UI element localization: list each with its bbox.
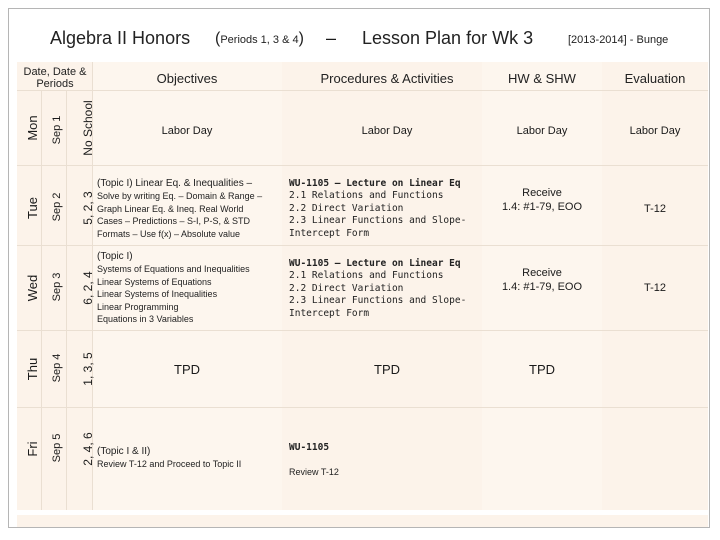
row-wed-evaluation: T-12	[643, 282, 666, 294]
row-divider	[17, 245, 708, 246]
row-wed-hw: Receive 1.4: #1-79, EOO	[501, 267, 583, 293]
row-divider	[17, 407, 708, 408]
header-date-periods: Date, Date & Periods	[23, 66, 87, 90]
row-fri-day: Fri	[25, 441, 40, 457]
row-mon-periods: No School	[81, 100, 95, 156]
row-tue-hw: Receive 1.4: #1-79, EOO	[501, 187, 583, 213]
lesson-plan-table	[17, 62, 708, 510]
row-thu-day: Thu	[25, 357, 40, 381]
header-evaluation: Evaluation	[624, 70, 686, 86]
row-wed-day: Wed	[25, 274, 40, 302]
row-tue-day: Tue	[25, 197, 40, 219]
row-mon-hw: Labor Day	[516, 125, 568, 137]
row-thu-objectives: TPD	[174, 361, 200, 377]
row-thu-hw: TPD	[529, 361, 555, 377]
row-mon-objectives: Labor Day	[161, 125, 213, 137]
course-title: Algebra II Honors	[50, 28, 191, 48]
column-divider	[66, 90, 67, 510]
row-thu-evaluation	[602, 361, 708, 377]
row-wed-periods: 6, 2, 4	[81, 271, 95, 305]
row-thu-periods: 1, 3, 5	[81, 352, 95, 386]
row-wed-procedures: WU-1105 – Lecture on Linear Eq 2.1 Relations and Functions 2.2 Direct Variation 2.3 Linear Functions and Slope- Intercept Form	[289, 258, 467, 319]
row-tue-evaluation: T-12	[643, 203, 666, 215]
row-wed-date: Sep 3	[51, 272, 63, 302]
row-fri-hw	[482, 452, 602, 466]
row-mon-date: Sep 1	[51, 115, 63, 145]
row-tue-periods: 5, 2, 3	[81, 191, 95, 225]
row-thu-date: Sep 4	[51, 353, 63, 383]
row-fri-evaluation	[602, 452, 708, 466]
header-hw: HW & SHW	[508, 70, 576, 86]
periods-label: (Periods 1, 3 & 4)	[215, 30, 304, 47]
school-year: [2013-2014] - Bunge	[568, 34, 669, 46]
row-fri-periods: 2, 4, 6	[81, 432, 95, 466]
row-fri-objectives: (Topic I & II) Review T-12 and Proceed to Topic II	[97, 446, 242, 470]
row-fri-procedures: WU-1105 Review T-12	[289, 442, 339, 478]
row-tue-date: Sep 2	[51, 192, 63, 222]
page-header	[0, 18, 720, 58]
row-thu-procedures: TPD	[374, 361, 400, 377]
table-footer-bar	[17, 515, 708, 527]
header-procedures: Procedures & Activities	[320, 70, 454, 86]
row-fri-date: Sep 5	[51, 433, 63, 463]
row-mon-evaluation: Labor Day	[629, 125, 681, 137]
lesson-title: Lesson Plan for Wk 3	[362, 28, 534, 48]
row-divider	[17, 330, 708, 331]
row-tue-objectives: (Topic I) Linear Eq. & Inequalities – Solve by writing Eq. – Domain & Range – Graph Linear Eq. & Ineq. Real World Cases – Predictions – S-I, P-S, & STD Formats – Use f(x) – Absolute value	[97, 178, 263, 239]
row-mon-day: Mon	[25, 115, 40, 141]
row-wed-objectives: (Topic I) Systems of Equations and Inequalities Linear Systems of Equations Linear Systems of Inequalities Linear Programming Equations in 3 Variables	[97, 251, 250, 325]
header-objectives: Objectives	[156, 70, 218, 86]
row-divider	[17, 165, 708, 166]
column-divider	[41, 90, 42, 510]
row-mon-procedures: Labor Day	[361, 125, 413, 137]
row-tue-procedures: WU-1105 – Lecture on Linear Eq 2.1 Relations and Functions 2.2 Direct Variation 2.3 Linear Functions and Slope- Intercept Form	[289, 178, 467, 239]
title-separator: –	[326, 28, 337, 48]
